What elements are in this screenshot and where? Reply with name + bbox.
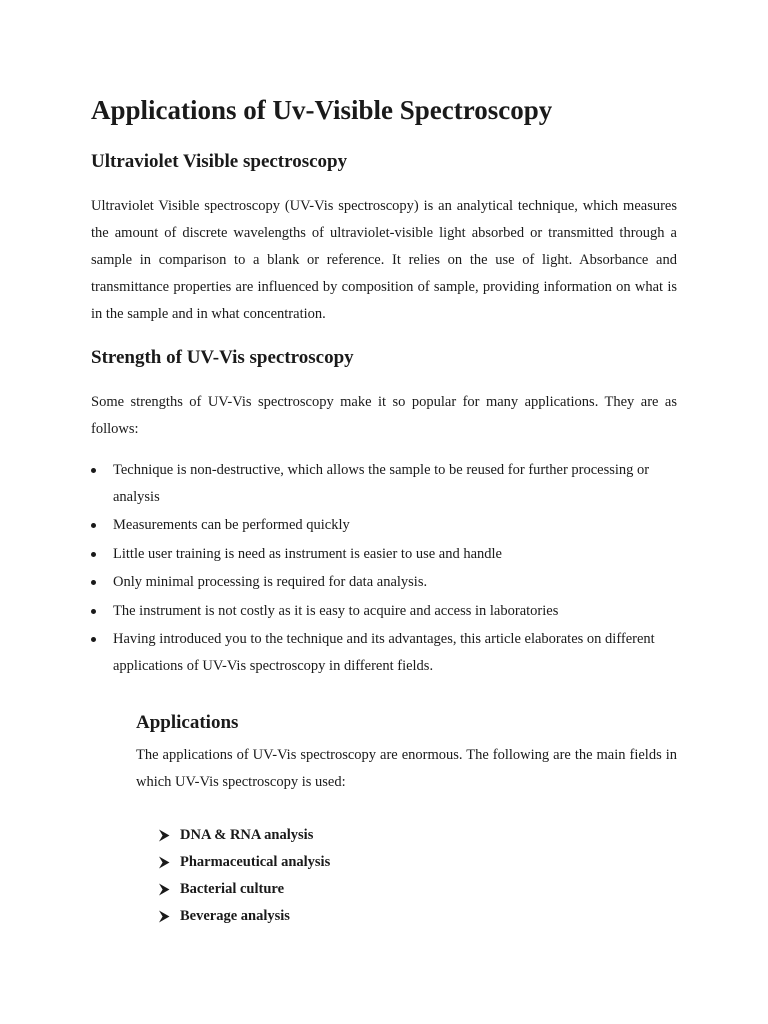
list-item [91,598,677,625]
application-item-text: Pharmaceutical analysis [180,854,331,870]
section-heading-strength: Strength of UV-Vis spectroscopy [91,347,354,368]
list-item [91,569,677,596]
section-heading-uv-vis: Ultraviolet Visible spectroscopy [91,151,348,172]
bullet-text: Only minimal processing is required for data analysis. [113,574,428,591]
bullet-dot-icon [91,552,96,557]
strength-bullet-list [91,457,677,681]
list-item [91,457,677,511]
document-title: Applications of Uv-Visible Spectroscopy [91,95,553,125]
section-heading-applications: Applications [136,712,239,733]
arrow-bullet-icon [158,883,170,896]
bullet-dot-icon [91,468,96,473]
applications-list [158,822,330,930]
bullet-text: Measurements can be performed quickly [113,517,350,534]
bullet-dot-icon [91,609,96,614]
application-item-text: DNA & RNA analysis [180,827,314,843]
arrow-bullet-icon [158,856,170,869]
list-item [158,876,330,903]
list-item [158,903,330,930]
bullet-text: The instrument is not costly as it is easy to acquire and access in laboratories [113,602,559,619]
bullet-text: Little user training is need as instrument is easier to use and handle [113,545,502,562]
arrow-bullet-icon [158,910,170,923]
bullet-dot-icon [91,580,96,585]
list-item [91,541,677,568]
list-item [91,626,677,680]
bullet-text: Having introduced you to the technique and its advantages, this article elaborates on different applications of UV-Vis spectroscopy in different fields. [113,630,655,674]
section-applications-intro: The applications of UV-Vis spectroscopy are enormous. The following are the main fields in which UV-Vis spectroscopy is used: [136,747,677,790]
list-item [91,512,677,539]
bullet-dot-icon [91,637,96,642]
arrow-bullet-icon [158,829,170,842]
bullet-text: Technique is non-destructive, which allows the sample to be reused for further processing or analysis [113,462,650,505]
application-item-text: Beverage analysis [180,908,290,924]
bullet-dot-icon [91,523,96,528]
section-uv-vis-paragraph: Ultraviolet Visible spectroscopy (UV-Vis spectroscopy) is an analytical technique, which measures the amount of discrete wavelengths of ultraviolet-visible light absorbed or transmitted through a sample in comparison to a blank or reference. It relies on the use of light. Absorbance and transmittance properties are influenced by composition of sample, providing information on what is in the sample and in what concentration. [91,198,677,322]
list-item [158,822,330,849]
list-item [158,849,330,876]
section-strength-intro: Some strengths of UV-Vis spectroscopy make it so popular for many applications. They are as follows: [91,394,677,437]
application-item-text: Bacterial culture [180,881,285,897]
